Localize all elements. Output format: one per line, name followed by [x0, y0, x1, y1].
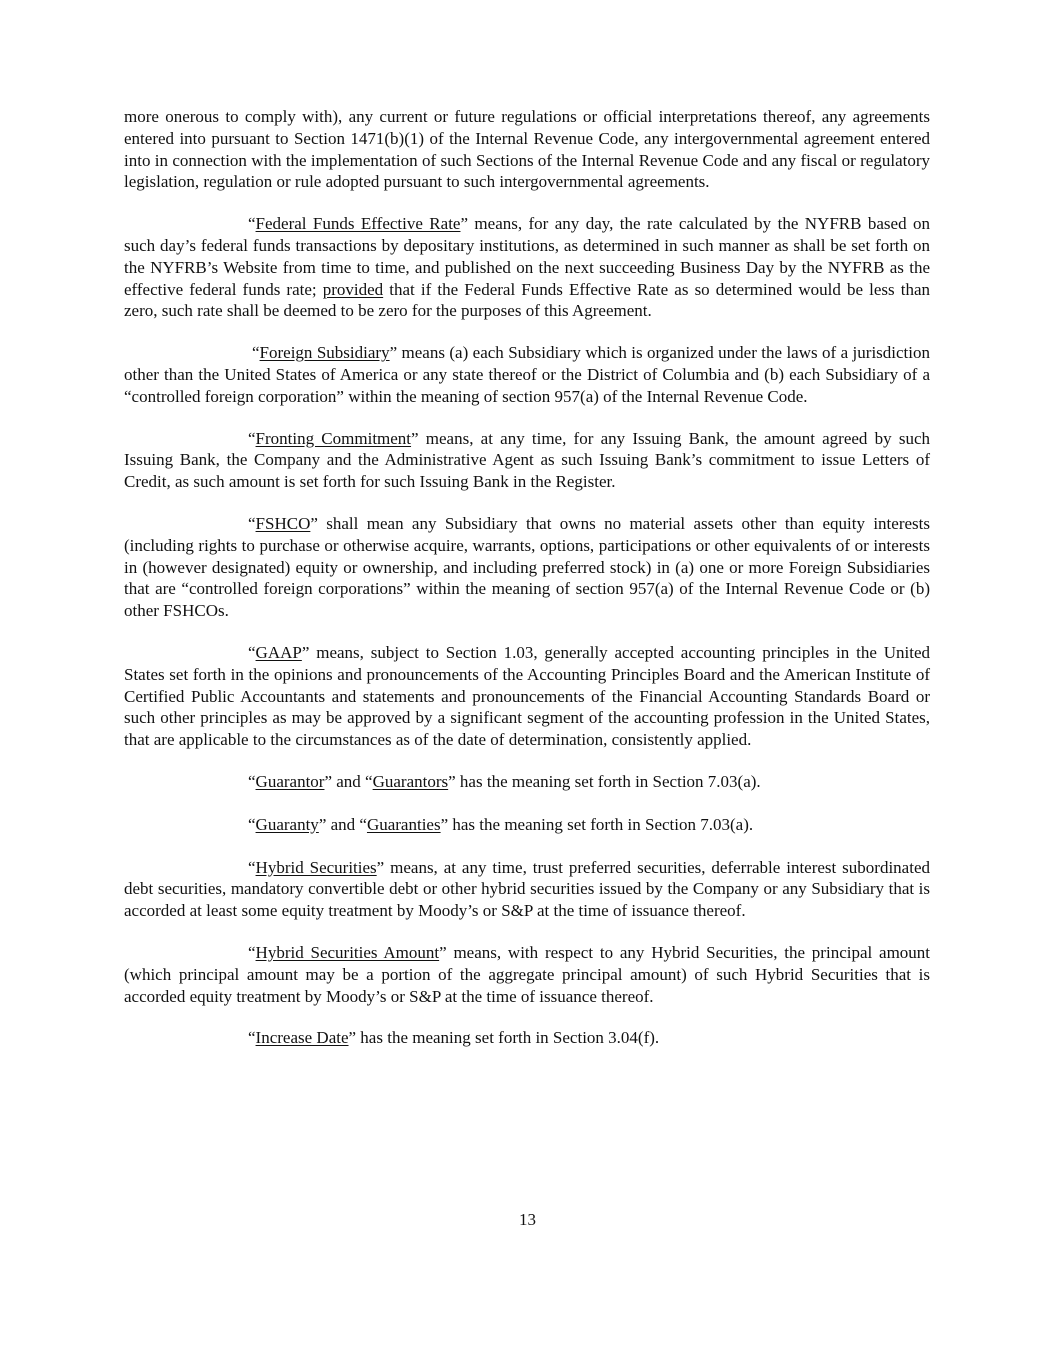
definition-paragraph-gaap	[124, 642, 930, 751]
definition-paragraph-guarantor	[124, 771, 930, 793]
paragraph-text: “	[248, 1028, 256, 1048]
paragraph-text: more onerous to comply with), any current or future regulations or official interpretations thereof, any agreements entered into pursuant to Section 1471(b)(1) of the Internal Revenue Code, any intergovernmental agreement entered into in connection with the implementation of such Sections of the Internal Revenue Code and any fiscal or regulatory legislation, regulation or rule adopted pursuant to such intergovernmental agreements.	[124, 107, 930, 192]
document-body	[124, 106, 930, 1069]
defined-term: Increase Date	[255, 1028, 349, 1048]
paragraph-text: “	[248, 857, 256, 877]
paragraph-text: ” has the meaning set forth in Section 7.03(a).	[448, 771, 761, 791]
defined-term: Guaranties	[366, 814, 441, 834]
definition-paragraph-hybrid-securities	[124, 857, 930, 922]
paragraph-text: “	[248, 428, 256, 448]
paragraph-text: “	[248, 642, 256, 662]
definition-paragraph-hybrid-securities-amount	[124, 942, 930, 1007]
defined-term: Federal Funds Effective Rate	[255, 214, 461, 234]
paragraph-text: “	[248, 814, 256, 834]
definition-paragraph-fatca-continuation	[124, 106, 930, 193]
paragraph-text: ” means, with respect to any Hybrid Securities, the principal amount (which principal amount may be a portion of the aggregate principal amount) of such Hybrid Securities that is accorded equity treatment by Moody’s or S&P at the time of issuance thereof.	[124, 942, 931, 1006]
paragraph-text: ” has the meaning set forth in Section 7.03(a).	[440, 814, 754, 834]
definition-paragraph-federal-funds-effective-rate	[124, 213, 930, 322]
paragraph-text: “	[248, 771, 256, 791]
definition-paragraph-guaranty	[124, 814, 930, 836]
paragraph-text: “	[252, 343, 260, 363]
definition-paragraph-fshco	[124, 513, 930, 622]
defined-term: Guaranty	[255, 814, 319, 834]
defined-term: provided	[322, 279, 384, 299]
paragraph-text: ” and “	[324, 771, 373, 791]
paragraph-text: “	[248, 214, 256, 234]
definition-paragraph-fronting-commitment	[124, 428, 930, 493]
defined-term: Foreign Subsidiary	[259, 343, 390, 363]
defined-term: Fronting Commitment	[255, 428, 412, 448]
paragraph-text: “	[248, 942, 256, 962]
paragraph-text: ” and “	[318, 814, 367, 834]
paragraph-text: ” has the meaning set forth in Section 3.04(f).	[348, 1028, 660, 1048]
paragraph-text: ” means, subject to Section 1.03, generally accepted accounting principles in the United States set forth in the opinions and pronouncements of the Accounting Principles Board and the American Institute of Certified Public Accountants and statements and pronouncements of the Financial Accounting Standards Board or such other principles as may be approved by a significant segment of the accounting profession in the United States, that are applicable to the circumstances as of the date of determination, consistently applied.	[124, 642, 930, 750]
defined-term: Hybrid Securities	[255, 857, 377, 877]
defined-term: FSHCO	[255, 513, 311, 533]
paragraph-text: ” means, at any time, for any Issuing Bank, the amount agreed by such Issuing Bank, the Company and the Administrative Agent as such Issuing Bank’s commitment to issue Letters of Credit, as such amount is set forth for such Issuing Bank in the Register.	[124, 428, 930, 492]
paragraph-text: “	[248, 513, 256, 533]
definition-paragraph-foreign-subsidiary	[124, 342, 930, 407]
defined-term: Guarantors	[372, 771, 449, 791]
paragraph-text: that if the Federal Funds Effective Rate as so determined would be less than zero, such rate shall be deemed to be zero for the purposes of this Agreement.	[124, 279, 930, 321]
definition-paragraph-increase-date	[124, 1027, 930, 1049]
paragraph-text: ” means, for any day, the rate calculated by the NYFRB based on such day’s federal funds transactions by depositary institutions, as determined in such manner as shall be set forth on the NYFRB’s Website from time to time, and published on the next succeeding Business Day by the NYFRB as the effective federal funds rate;	[124, 214, 930, 299]
defined-term: GAAP	[255, 642, 302, 662]
paragraph-text: ” means (a) each Subsidiary which is organized under the laws of a jurisdiction other than the United States of America or any state thereof or the District of Columbia and (b) each Subsidiary of a “controlled foreign corporation” within the meaning of section 957(a) of the Internal Revenue Code.	[124, 343, 930, 406]
page-number: 13	[519, 1210, 536, 1229]
paragraph-text: ” means, at any time, trust preferred securities, deferrable interest subordinated debt securities, mandatory convertible debt or other hybrid securities issued by the Company or any Subsidiary that is accorded at least some equity treatment by Moody’s or S&P at the time of issuance thereof.	[124, 857, 931, 921]
defined-term: Hybrid Securities Amount	[255, 942, 440, 962]
paragraph-text: ” shall mean any Subsidiary that owns no material assets other than equity interests (including rights to purchase or otherwise acquire, warrants, options, participations or other equivalents of or interests in (however designated) equity or ownership, and including preferred stock) in (a) one or more Foreign Subsidiaries that are “controlled foreign corporations” within the meaning of section 957(a) of the Internal Revenue Code or (b) other FSHCOs.	[124, 513, 930, 621]
defined-term: Guarantor	[255, 771, 325, 791]
